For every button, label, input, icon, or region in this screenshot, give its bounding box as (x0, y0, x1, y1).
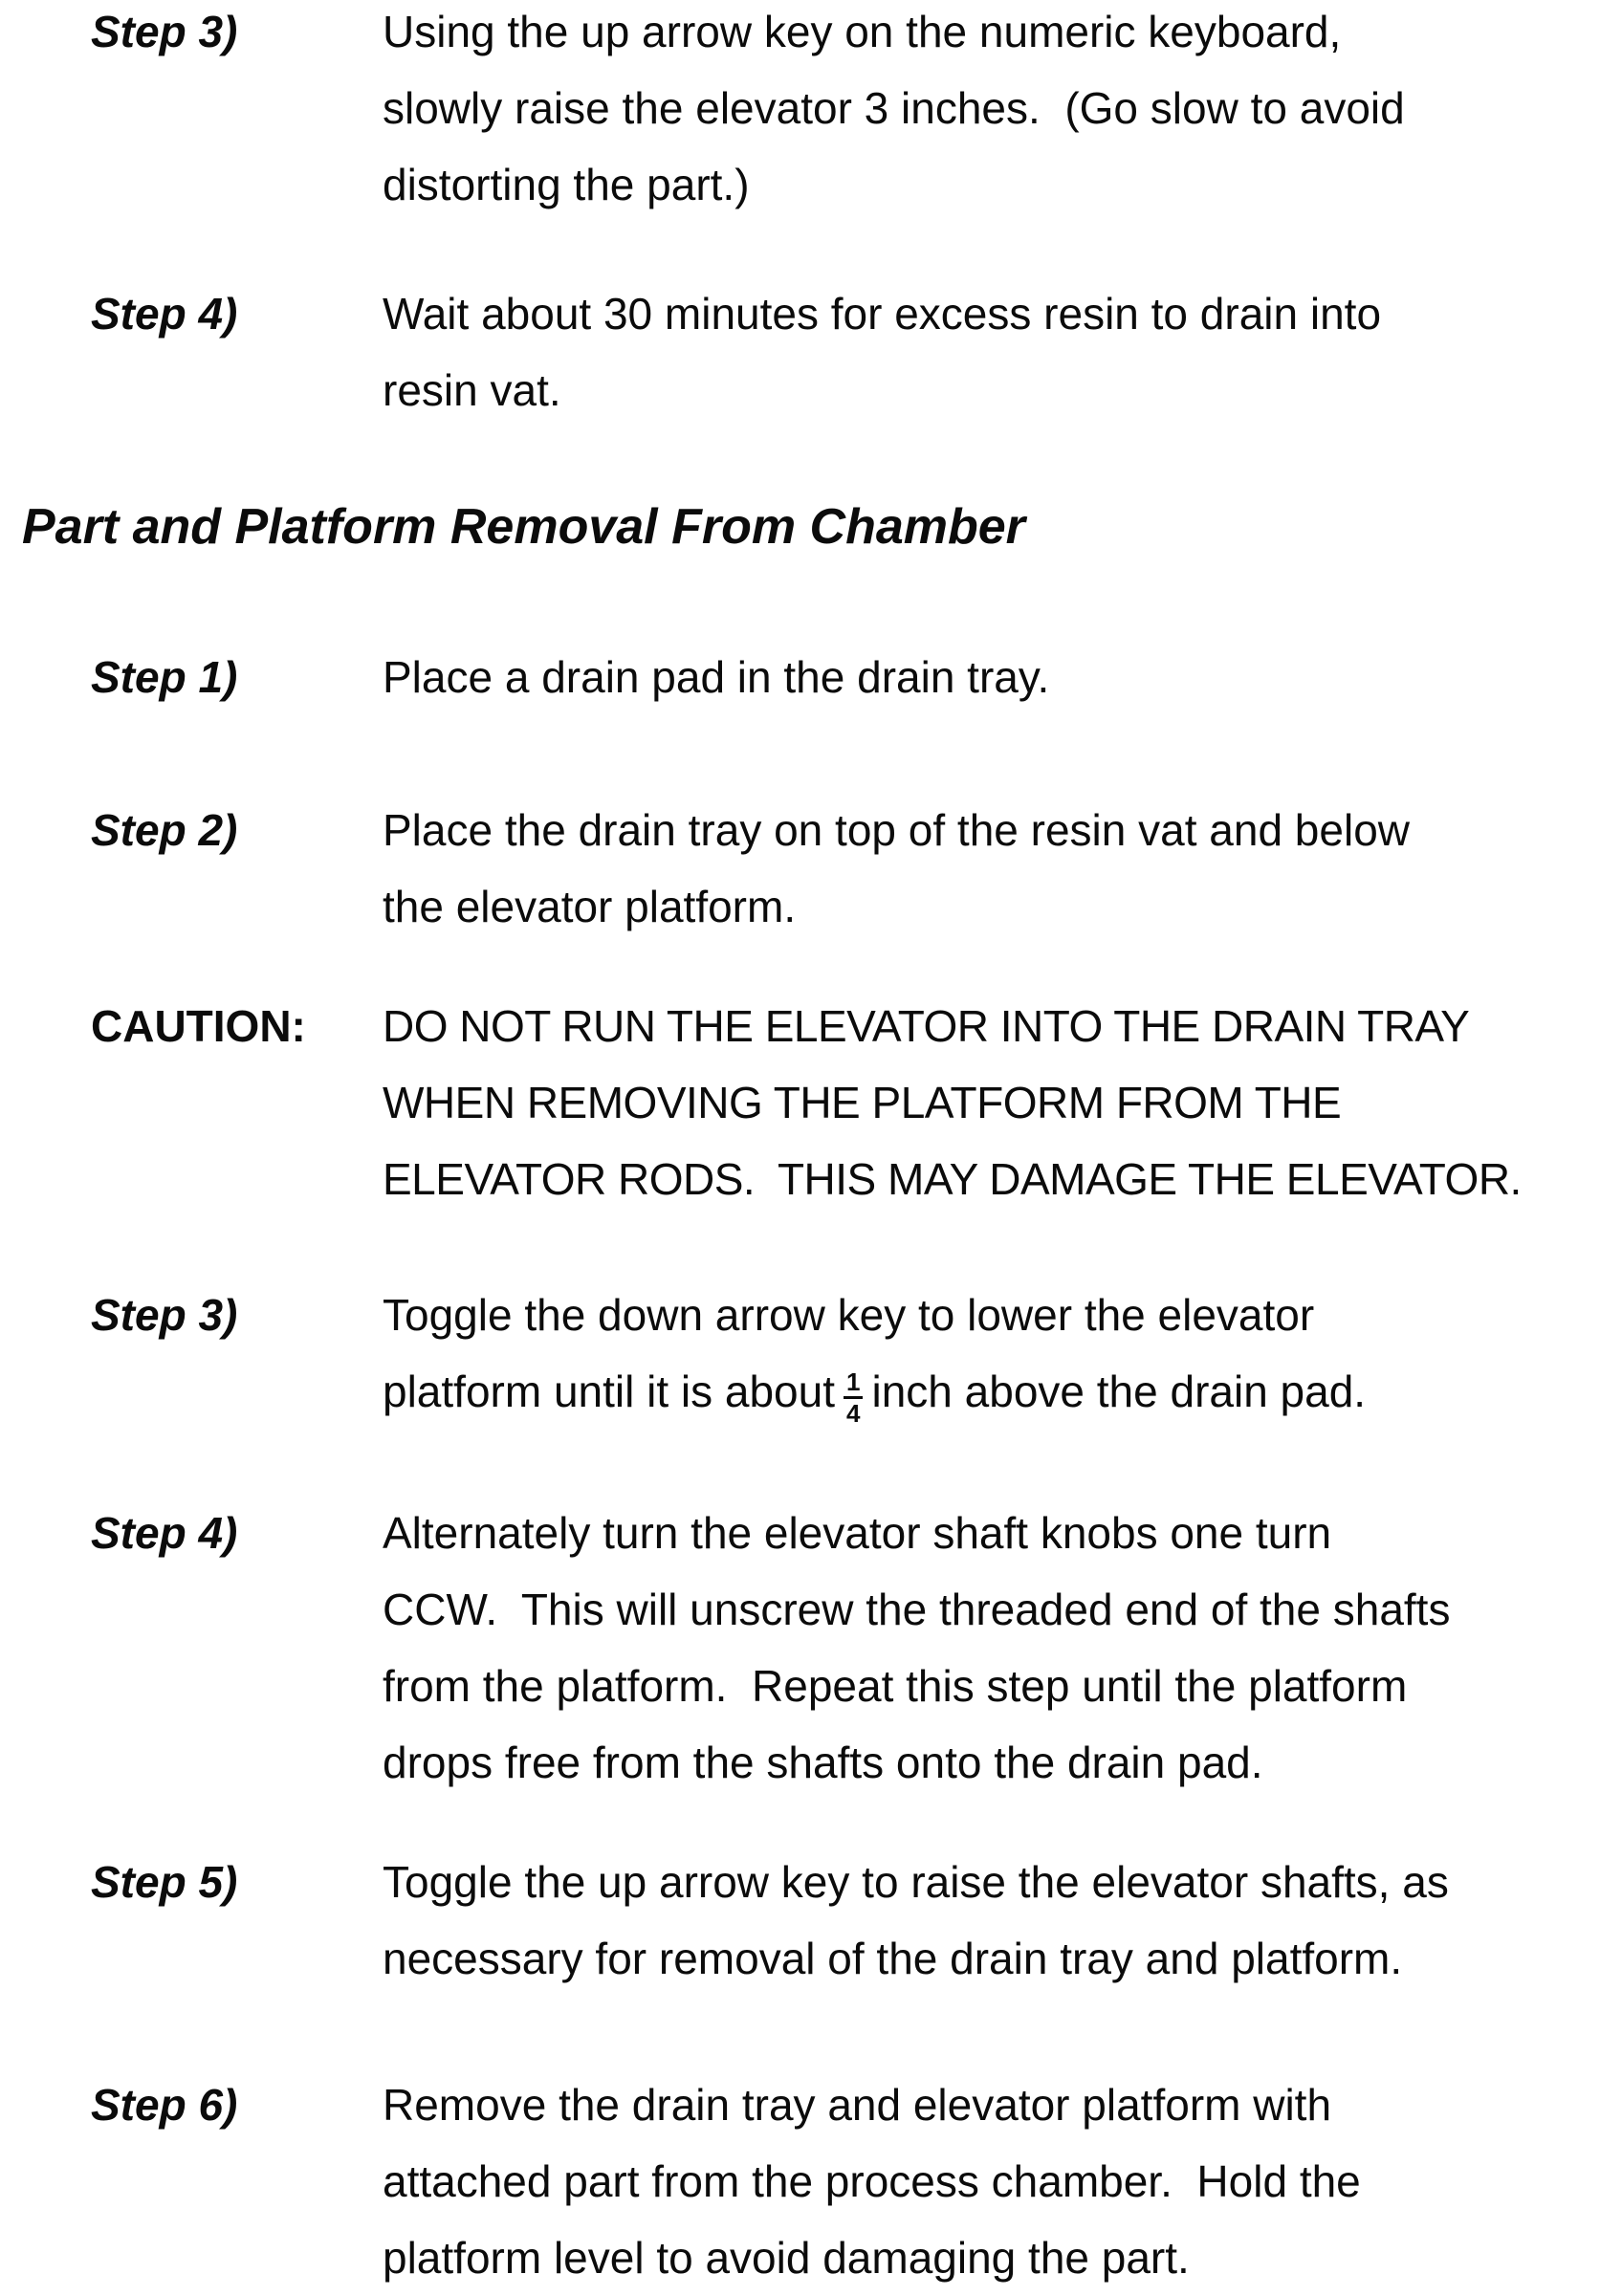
step-line: CCW. This will unscrew the threaded end of the shafts (383, 1585, 1451, 1634)
step-label: Step 4) (91, 289, 238, 339)
step-line: Alternately turn the elevator shaft knobs one turn (383, 1508, 1332, 1558)
step-line-with-fraction (383, 1353, 1622, 1430)
caution-text (383, 988, 1622, 1217)
step-block-6 (0, 2066, 1622, 2296)
step-text (383, 0, 1622, 223)
step-line: slowly raise the elevator 3 inches. (Go slow to avoid (383, 83, 1405, 133)
step-block-4-top (0, 275, 1622, 428)
step-text (383, 2066, 1622, 2296)
caution-line: WHEN REMOVING THE PLATFORM FROM THE (383, 1078, 1342, 1127)
step-text (383, 639, 1622, 715)
step-line: attached part from the process chamber. Hold the (383, 2156, 1361, 2206)
fraction-line-pre: platform until it is about (383, 1367, 836, 1416)
step-line: Wait about 30 minutes for excess resin to drain into (383, 289, 1382, 339)
step-label: Step 4) (91, 1508, 238, 1558)
step-block-5 (0, 1844, 1622, 1997)
step-line: the elevator platform. (383, 882, 797, 931)
step-block-3-lower (0, 1277, 1622, 1430)
section-heading: Part and Platform Removal From Chamber (22, 499, 1025, 555)
step-line: drops free from the shafts onto the drain pad. (383, 1738, 1263, 1787)
fraction-numerator: 1 (844, 1369, 863, 1399)
step-label: Step 3) (91, 7, 238, 56)
step-line: Using the up arrow key on the numeric keyboard, (383, 7, 1342, 56)
step-block-2 (0, 792, 1622, 945)
step-text (383, 275, 1622, 428)
step-line: from the platform. Repeat this step until the platform (383, 1661, 1408, 1711)
step-line: Remove the drain tray and elevator platform with (383, 2080, 1332, 2130)
step-block-4-lower (0, 1495, 1622, 1801)
step-line: Toggle the up arrow key to raise the elevator shafts, as (383, 1857, 1449, 1907)
caution-label: CAUTION: (91, 1001, 306, 1051)
step-label: Step 5) (91, 1857, 238, 1907)
step-line: Place the drain tray on top of the resin vat and below (383, 805, 1410, 855)
step-line: Toggle the down arrow key to lower the elevator (383, 1290, 1315, 1340)
step-block-1 (0, 639, 1622, 715)
step-text (383, 1844, 1622, 1997)
caution-block (0, 988, 1622, 1217)
step-block-3-top (0, 0, 1622, 223)
step-text (383, 1277, 1622, 1430)
caution-line: ELEVATOR RODS. THIS MAY DAMAGE THE ELEVATOR. (383, 1154, 1522, 1204)
step-label: Step 2) (91, 805, 238, 855)
step-label: Step 6) (91, 2080, 238, 2130)
step-label: Step 3) (91, 1290, 238, 1340)
caution-line: DO NOT RUN THE ELEVATOR INTO THE DRAIN TRAY (383, 1001, 1470, 1051)
step-label: Step 1) (91, 652, 238, 702)
step-line: necessary for removal of the drain tray and platform. (383, 1934, 1403, 1983)
step-text (383, 1495, 1622, 1801)
step-text (383, 792, 1622, 945)
fraction-denominator: 4 (846, 1399, 861, 1428)
fraction-line-post: inch above the drain pad. (871, 1367, 1367, 1416)
step-line: distorting the part.) (383, 160, 750, 209)
step-line: resin vat. (383, 365, 561, 415)
step-line: Place a drain pad in the drain tray. (383, 652, 1050, 702)
step-line: platform level to avoid damaging the part. (383, 2233, 1190, 2283)
one-quarter-fraction (844, 1369, 863, 1426)
